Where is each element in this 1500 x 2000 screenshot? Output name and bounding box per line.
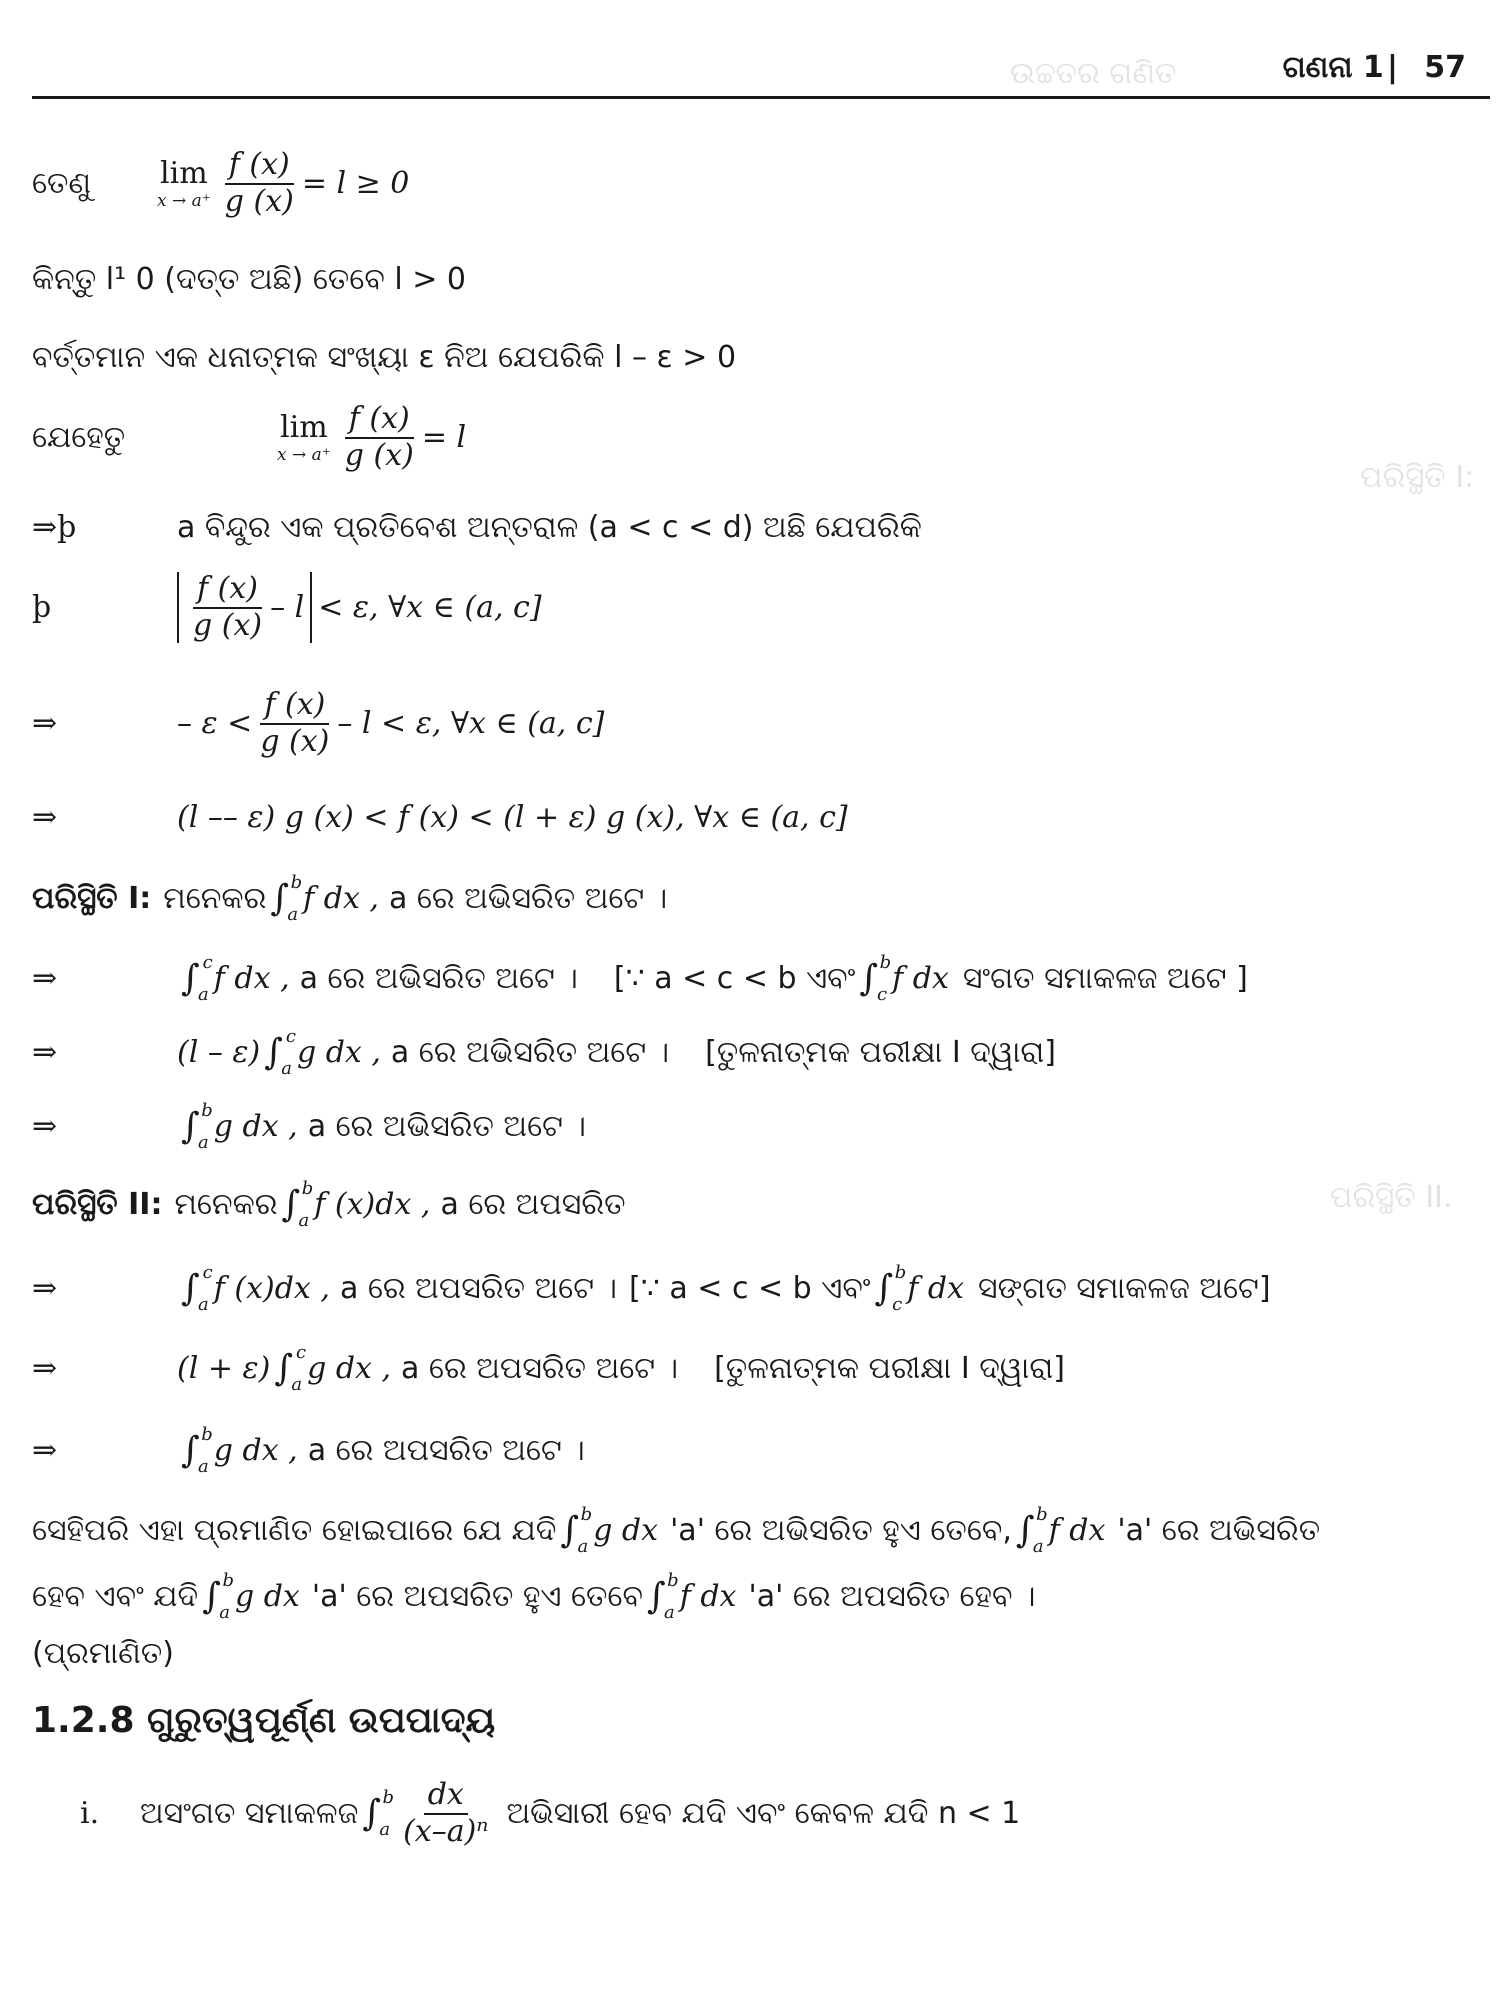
text-line: ⇒þ a ବିନ୍ଦୁର ଏକ ପ୍ରତିବେଶ ଅନ୍ତରାଳ (a < c < d) ଅଛି ଯେପରିକି (32, 510, 922, 545)
header-divider: | (1387, 50, 1398, 85)
case-heading: ପରିସ୍ଥିତି I: ମନେକର ∫ b a f dx , a ରେ ଅଭିସରିତ ଅଟେ । (32, 872, 668, 925)
equation-line: ⇒ (l – ε) ∫ c a g dx , a ରେ ଅଭିସରିତ ଅଟେ । [ତୁଳନାତ୍ମକ ପରୀକ୍ଷା I ଦ୍ୱାରା] (32, 1026, 1056, 1079)
show-through-text: ପରିସ୍ଥିତି II. (1330, 1180, 1453, 1215)
page-number: 57 (1424, 50, 1466, 85)
equation-line: ⇒ – ε < $\frac{f (x)}{g (x)}$ – l < ε, ∀x ∈ (a, c] (32, 687, 605, 759)
text-line: ବର୍ତ୍ତମାନ ଏକ ଧନାତ୍ମକ ସଂଖ୍ୟା ε ନିଅ ଯେପରିକି l – ε > 0 (32, 340, 737, 375)
case-heading: ପରିସ୍ଥିତି II: ମନେକର ∫ b a f (x)dx , a ରେ ଅପସରିତ (32, 1178, 626, 1231)
equation-line: ⇒ ∫ c a f dx , a ରେ ଅଭିସରିତ ଅଟେ । [∵ a < c < b ଏବଂ ∫ b c f dx ସଂଗତ ସମାକଳଜ ଅଟେ ] (32, 952, 1248, 1005)
proved-note: (ପ୍ରମାଣିତ) (32, 1636, 174, 1671)
fraction: $\frac{dx}{\text{(x–a)ⁿ}}$ (403, 1777, 489, 1849)
equation-line: ଯେହେତୁ lim x → a⁺ $\frac{f (x)}{g (x)}$ = l (32, 401, 467, 473)
absolute-value: $\frac{f (x)}{g (x)}$ – l (177, 572, 312, 643)
running-header (1283, 50, 1466, 85)
text-line: କିନ୍ତୁ l¹ 0 (ଦତ୍ତ ଅଛି) ତେବେ l > 0 (32, 262, 466, 297)
equation-line: ⇒ ∫ b a g dx , a ରେ ଅପସରିତ ଅଟେ । (32, 1424, 585, 1477)
equation-line: þ $\frac{f (x)}{g (x)}$ – l < ε, ∀x ∈ (a, c] (32, 571, 542, 643)
theorem-item: i. ଅସଂଗତ ସମାକଳଜ ∫ b a $\frac{dx}{\text{(x–a)ⁿ}}$ ଅଭିସାରୀ ହେବ ଯଦି ଏବଂ କେବଳ ଯଦି n < 1 (80, 1777, 1021, 1849)
conclusion-line: ସେହିପରି ଏହା ପ୍ରମାଣିତ ହୋଇପାରେ ଯେ ଯଦି ∫ b a g dx 'a' ରେ ଅଭିସରିତ ହୁଏ ତେବେ, ∫ b a f dx 'a' ରେ ଅଭିସରିତ (32, 1504, 1321, 1557)
conclusion-line: ହେବ ଏବଂ ଯଦି ∫ b a g dx 'a' ରେ ଅପସରିତ ହୁଏ ତେବେ ∫ b a f dx 'a' ରେ ଅପସରିତ ହେବ । (32, 1570, 1036, 1623)
fraction: $\frac{f (x)}{g (x)}$ (344, 401, 414, 473)
limit-operator: lim x → a⁺ (157, 156, 211, 211)
section-heading: 1.2.8 ଗୁରୁତ୍ୱପୂର୍ଣ୍ଣ ଉପପାଦ୍ୟ (32, 1700, 496, 1741)
equation-line: ⇒ (l + ε) ∫ c a g dx , a ରେ ଅପସରିତ ଅଟେ । [ତୁଳନାତ୍ମକ ପରୀକ୍ଷା I ଦ୍ୱାରା] (32, 1342, 1065, 1395)
equation-line: ⇒ ∫ b a g dx , a ରେ ଅଭିସରିତ ଅଟେ । (32, 1100, 586, 1153)
fraction: $\frac{f (x)}{g (x)}$ (224, 147, 294, 219)
limit-operator: lim x → a⁺ (277, 410, 331, 465)
show-through-text: ପରିସ୍ଥିତି I: (1360, 460, 1475, 495)
equation-line: ⇒ (l –– ε) g (x) < f (x) < (l + ε) g (x), ∀x ∈ (a, c] (32, 800, 848, 835)
equation-line: ତେଣୁ lim x → a⁺ $\frac{f (x)}{g (x)}$ = l ≥ 0 (32, 147, 410, 219)
equation-line: ⇒ ∫ c a f (x)dx , a ରେ ଅପସରିତ ଅଟେ । [∵ a < c < b ଏବଂ ∫ b c f dx ସଙ୍ଗତ ସମାକଳଜ ଅଟେ] (32, 1262, 1271, 1315)
show-through-text: ଉଚ୍ଚତର ଗଣିତ (1010, 56, 1177, 91)
header-rule (32, 96, 1490, 99)
chapter-title: ଗଣନା 1 (1282, 50, 1384, 85)
